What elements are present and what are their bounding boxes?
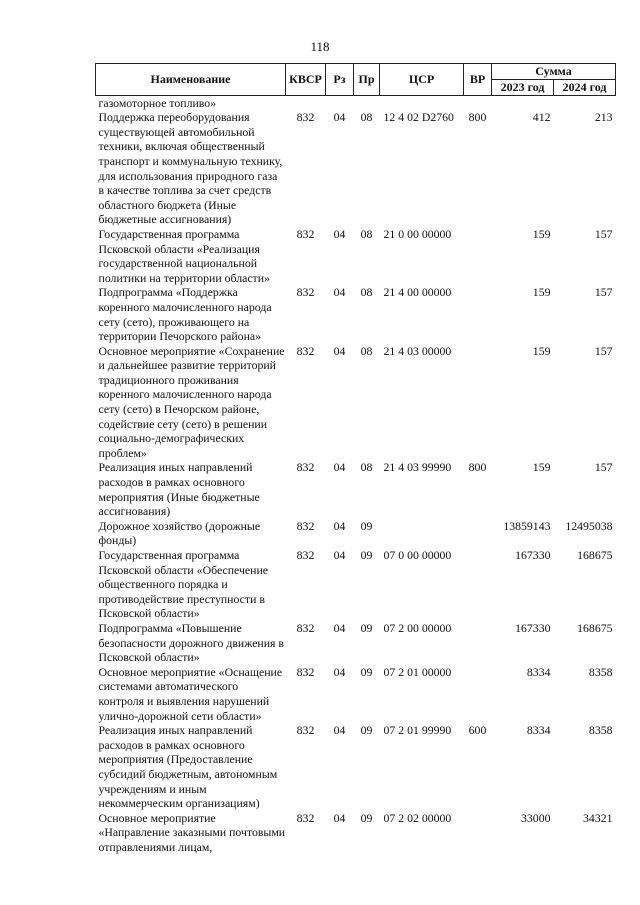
- cell-rz: 04: [333, 664, 346, 679]
- cell-sum-2024: 157: [594, 285, 613, 300]
- table-row: [96, 95, 616, 110]
- cell-pr: 09: [360, 664, 373, 679]
- budget-table: [95, 63, 616, 854]
- cell-pr: 09: [360, 620, 373, 635]
- cell-sum-2024: 168675: [577, 548, 613, 562]
- cell-pr: 08: [360, 110, 373, 125]
- cell-csr: 07 2 01 00000: [383, 664, 452, 679]
- cell-sum-2024: [554, 95, 616, 110]
- cell-name: Дорожное хозяйство (дорожные фонды): [98, 518, 261, 548]
- table-row: [96, 285, 616, 343]
- cell-sum-2023: 159: [532, 226, 551, 241]
- cell-kvsr: 832: [296, 548, 315, 562]
- cell-sum-2024: 12495038: [565, 518, 613, 533]
- header-sum: Сумма: [492, 64, 616, 80]
- cell-csr: 07 0 00 00000: [383, 548, 452, 562]
- cell-vr: [464, 227, 492, 285]
- cell-vr: [464, 344, 492, 461]
- header-pr: Пр: [354, 64, 380, 96]
- table-row: [96, 811, 616, 855]
- cell-vr: [464, 811, 492, 855]
- cell-sum-2023: 8334: [526, 723, 551, 738]
- cell-vr: 800: [468, 460, 487, 475]
- cell-pr: 08: [360, 460, 373, 475]
- cell-kvsr: 832: [296, 460, 315, 475]
- header-year-2023: 2023 год: [492, 80, 554, 96]
- cell-pr: 09: [360, 810, 373, 825]
- cell-rz: 04: [333, 620, 346, 635]
- cell-name: Подпрограмма «Повышение безопасности дорожного движения в Псковской области»: [98, 620, 285, 665]
- cell-rz: 04: [333, 285, 346, 300]
- cell-name: Государственная программа Псковской области «Реализация государственной национальной политики на территории области»: [98, 226, 270, 285]
- cell-sum-2023: 159: [532, 460, 551, 475]
- cell-csr: 21 0 00 00000: [383, 226, 452, 241]
- cell-pr: 08: [360, 343, 373, 358]
- cell-csr: 21 4 03 99990: [383, 460, 452, 475]
- cell-csr: 07 2 00 00000: [383, 620, 452, 635]
- cell-vr: [464, 665, 492, 723]
- cell-rz: [326, 95, 354, 110]
- table-header: [96, 64, 616, 96]
- cell-vr: 800: [468, 110, 487, 125]
- table-row: [96, 621, 616, 665]
- table-row: [96, 344, 616, 461]
- cell-name: газомоторное топливо»: [98, 95, 217, 110]
- cell-sum-2023: [492, 95, 554, 110]
- cell-sum-2024: 157: [594, 460, 613, 475]
- cell-pr: 08: [360, 285, 373, 300]
- cell-rz: 04: [333, 518, 346, 533]
- cell-kvsr: 832: [296, 110, 315, 125]
- cell-csr: [380, 95, 464, 110]
- cell-kvsr: 832: [296, 620, 315, 635]
- cell-rz: 04: [333, 110, 346, 125]
- header-rz: Рз: [326, 64, 354, 96]
- header-year-2024: 2024 год: [554, 80, 616, 96]
- cell-csr: 21 4 03 00000: [383, 343, 452, 358]
- cell-rz: 04: [333, 548, 346, 562]
- cell-csr: 07 2 01 99990: [383, 723, 452, 738]
- table-row: [96, 519, 616, 548]
- cell-kvsr: 832: [296, 723, 315, 738]
- cell-sum-2023: 33000: [521, 810, 551, 825]
- cell-vr: [464, 548, 492, 621]
- cell-kvsr: 832: [296, 518, 315, 533]
- cell-rz: 04: [333, 460, 346, 475]
- cell-name: Поддержка переоборудования существующей автомобильной техники, включая общественный транспорт и коммунальную технику, для использования природного газа в качестве топлива за счет средств областного бюджета (Иные бюджетные ассигнования): [98, 110, 283, 227]
- cell-sum-2024: 34321: [583, 810, 613, 825]
- cell-sum-2024: 157: [594, 343, 613, 358]
- cell-pr: 09: [360, 548, 373, 562]
- cell-sum-2023: 8334: [526, 664, 551, 679]
- table-row: [96, 723, 616, 811]
- cell-vr: [464, 285, 492, 343]
- table-body: [96, 95, 616, 854]
- cell-csr: 07 2 02 00000: [383, 810, 452, 825]
- cell-kvsr: 832: [296, 664, 315, 679]
- cell-sum-2024: 213: [594, 110, 613, 125]
- cell-sum-2024: 168675: [577, 620, 613, 635]
- cell-name: Основное мероприятие «Направление заказными почтовыми отправлениями лицам,: [98, 810, 286, 854]
- table-row: [96, 665, 616, 723]
- table-row: [96, 460, 616, 518]
- cell-sum-2023: 167330: [515, 620, 551, 635]
- cell-kvsr: 832: [296, 810, 315, 825]
- cell-sum-2023: 13859143: [503, 518, 551, 533]
- cell-kvsr: [286, 95, 326, 110]
- table-row: [96, 227, 616, 285]
- cell-pr: 09: [360, 723, 373, 738]
- cell-sum-2023: 412: [532, 110, 551, 125]
- page-number: 118: [310, 39, 330, 54]
- cell-name: Подпрограмма «Поддержка коренного малочисленного народа сету (сето), проживающего на территории Печорского района»: [98, 285, 272, 344]
- cell-rz: 04: [333, 723, 346, 738]
- cell-sum-2023: 167330: [515, 548, 551, 562]
- table-row: [96, 548, 616, 621]
- cell-csr: 12 4 02 D2760: [383, 110, 454, 125]
- header-name: Наименование: [96, 64, 286, 96]
- cell-sum-2023: 159: [532, 343, 551, 358]
- cell-pr: 09: [360, 518, 373, 533]
- table-row: [96, 110, 616, 227]
- header-csr: ЦСР: [380, 64, 464, 96]
- cell-vr: [464, 621, 492, 665]
- cell-pr: [354, 95, 380, 110]
- cell-rz: 04: [333, 810, 346, 825]
- cell-pr: 08: [360, 226, 373, 241]
- cell-sum-2024: 157: [594, 226, 613, 241]
- cell-name: Реализация иных направлений расходов в рамках основного мероприятия (Предоставление субсидий бюджетным, автономным учреждениям и иным некоммерческим организациям): [98, 723, 278, 811]
- cell-kvsr: 832: [296, 343, 315, 358]
- cell-sum-2024: 8358: [588, 723, 613, 738]
- cell-rz: 04: [333, 343, 346, 358]
- header-kvsr: КВСР: [286, 64, 326, 96]
- cell-sum-2023: 159: [532, 285, 551, 300]
- cell-vr: 600: [468, 723, 487, 738]
- cell-vr: [464, 519, 492, 548]
- cell-kvsr: 832: [296, 226, 315, 241]
- cell-rz: 04: [333, 226, 346, 241]
- cell-csr: 21 4 00 00000: [383, 285, 452, 300]
- cell-sum-2024: 8358: [588, 664, 613, 679]
- header-vr: ВР: [464, 64, 492, 96]
- cell-csr: [380, 519, 464, 548]
- cell-name: Реализация иных направлений расходов в рамках основного мероприятия (Иные бюджетные ассигнования): [98, 460, 260, 519]
- cell-name: Основное мероприятие «Оснащение системами автоматического контроля и выявления нарушений улично-дорожной сети области»: [98, 664, 283, 723]
- cell-vr: [464, 95, 492, 110]
- cell-name: Государственная программа Псковской области «Обеспечение общественного порядка и противодействие преступности в Псковской области»: [98, 548, 269, 621]
- cell-kvsr: 832: [296, 285, 315, 300]
- cell-name: Основное мероприятие «Сохранение и дальнейшее развитие территорий традиционного проживания коренного малочисленного народа сету (сето) в Печорском районе, содействие сету (сето) в решении социально-демографических проблем»: [98, 343, 285, 460]
